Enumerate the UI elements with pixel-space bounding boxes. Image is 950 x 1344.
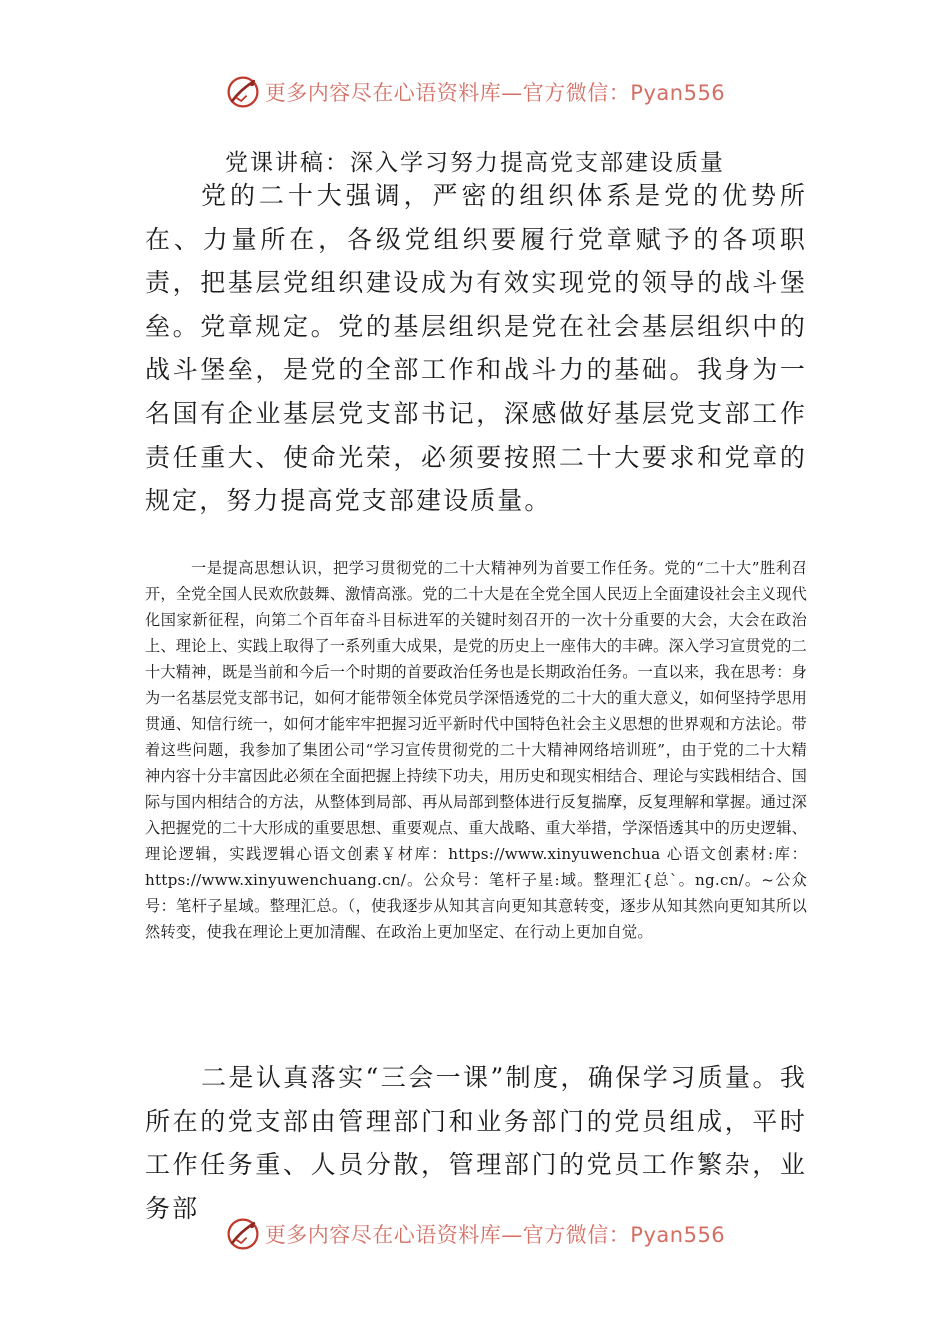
document-title: 党课讲稿：深入学习努力提高党支部建设质量 bbox=[225, 150, 725, 176]
header-banner bbox=[0, 72, 950, 112]
header-banner-text: 更多内容尽在心语资料库—官方微信：Pyan556 bbox=[264, 81, 726, 105]
writing-hand-logo-icon bbox=[225, 1216, 261, 1252]
writing-hand-logo-icon bbox=[225, 74, 261, 110]
footer-banner bbox=[0, 1214, 950, 1254]
paragraph-2: 一是提高思想认识，把学习贯彻党的二十大精神列为首要工作任务。党的“二十大”胜利召开，全党全国人民欢欣鼓舞、激情高涨。党的二十大是在全党全国人民迈上全面建设社会主义现代化国家新征程，向第二个百年奋斗目标进军的关键时刻召开的一次十分重要的大会，大会在政治上、理论上、实践上取得了一系列重大成果，是党的历史上一座伟大的丰碑。深入学习宣贯党的二十大精神，既是当前和今后一个时期的首要政治任务也是长期政治任务。一直以来，我在思考：身为一名基层党支部书记，如何才能带领全体党员学深悟透党的二十大的重大意义，如何坚持学思用贯通、知信行统一，如何才能牢牢把握习近平新时代中国特色社会主义思想的世界观和方法论。带着这些问题，我参加了集团公司“学习宣传贯彻党的二十大精神网络培训班”，由于党的二十大精神内容十分丰富因此必须在全面把握上持续下功夫，用历史和现实相结合、理论与实践相结合、国际与国内相结合的方法，从整体到局部、再从局部到整体进行反复揣摩，反复理解和掌握。通过深入把握党的二十大形成的重要思想、重要观点、重大战略、重大举措，学深悟透其中的历史逻辑、理论逻辑，实践逻辑心语文创素￥材库：https://www.xinyuwenchua 心语文创素材:库：https://www.xinyuwenchuang.cn/。公众号：笔杆子星:域。整理汇{总`。ng.cn/。~公众号：笔杆子星域。整理汇总。（，使我逐步从知其言向更知其意转变，逐步从知其然向更知其所以然转变，使我在理论上更加清醒、在政治上更加坚定、在行动上更加自觉。 bbox=[145, 559, 807, 941]
footer-banner-text: 更多内容尽在心语资料库—官方微信：Pyan556 bbox=[264, 1223, 726, 1247]
paragraph-3: 二是认真落实“三会一课”制度，确保学习质量。我所在的党支部由管理部门和业务部门的党员组成，平时工作任务重、人员分散，管理部门的党员工作繁杂，业务部 bbox=[145, 1063, 807, 1223]
paragraph-1: 党的二十大强调，严密的组织体系是党的优势所在、力量所在，各级党组织要履行党章赋予的各项职责，把基层党组织建设成为有效实现党的领导的战斗堡垒。党章规定。党的基层组织是党在社会基层组织中的战斗堡垒，是党的全部工作和战斗力的基础。我身为一名国有企业基层党支部书记，深感做好基层党支部工作责任重大、使命光荣，必须要按照二十大要求和党章的规定，努力提高党支部建设质量。 bbox=[145, 181, 807, 516]
